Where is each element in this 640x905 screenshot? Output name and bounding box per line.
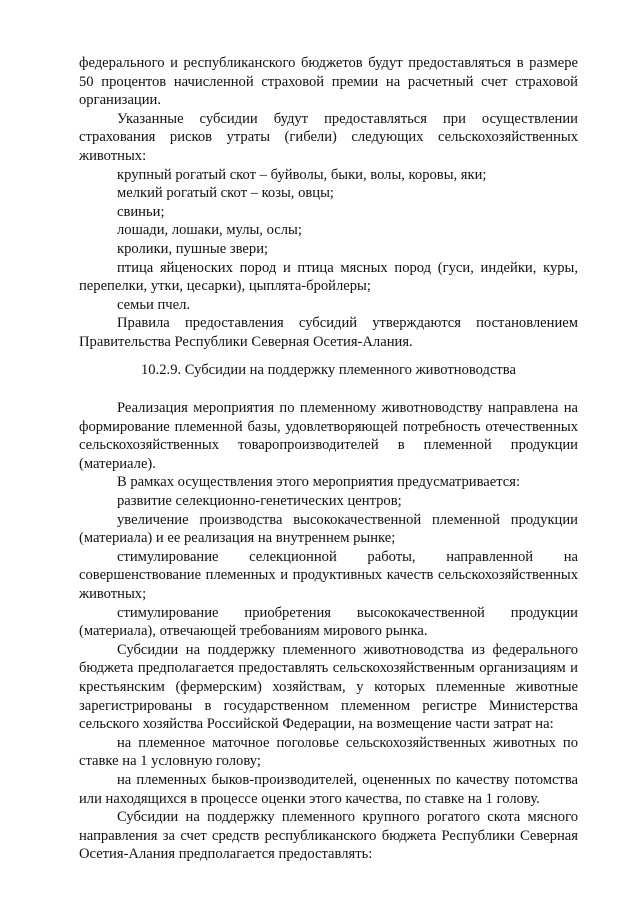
paragraph-federal-subsidies: Субсидии на поддержку племенного животноводства из федерального бюджета предполагается предоставлять сельскохозяйственным организациям и крестьянским (фермерским) хозяйствам, у которых племенные животные зарегистрированы в государственном племенном регистре Министерства сельского хозяйства Российской Федерации, на возмещение части затрат на: [79,641,578,733]
list-item-breeding-stock: на племенное маточное поголовье сельскохозяйственных животных по ставке на 1 условную голову; [79,734,578,770]
list-item-breeding-bulls: на племенных быков-производителей, оцененных по качеству потомства или находящихся в процессе оценки этого качества, по ставке на 1 голову. [79,771,578,807]
list-item-poultry: птица яйценоских пород и птица мясных пород (гуси, индейки, куры, перепелки, утки, цесарки), цыплята-бройлеры; [79,259,578,295]
list-item-rabbits: кролики, пушные звери; [117,240,269,257]
list-item-small-cattle: мелкий рогатый скот – козы, овцы; [117,185,334,202]
list-item-purchase-incentive: стимулирование приобретения высококачественной продукции (материала), отвечающей требованиям мирового рынка. [79,604,578,640]
paragraph-implementation: Реализация мероприятия по племенному животноводству направлена на формирование племенной базы, удовлетворяющей потребность отечественных сельскохозяйственных товаропроизводителей в племенной продукции (материале). [79,400,578,472]
list-item-pigs: свиньи; [117,203,165,220]
list-item-selection-work: стимулирование селекционной работы, направленной на совершенствование племенных и продуктивных качеств сельскохозяйственных животных; [79,548,578,603]
paragraph-continuation: федерального и республиканского бюджетов будут предоставляться в размере 50 процентов начисленной страховой премии на расчетный счет страховой организации. [79,55,578,109]
paragraph-subsidies-insurance: Указанные субсидии будут предоставляться при осуществлении страхования рисков утраты (гибели) следующих сельскохозяйственных животных: [79,110,578,164]
paragraph-beef-cattle: Субсидии на поддержку племенного крупного рогатого скота мясного направления за счет средств республиканского бюджета Республики Северная Осетия-Алания предполагается предоставлять: [79,809,578,863]
list-item-horses: лошади, лошаки, мулы, ослы; [117,222,302,239]
document-page [79,54,578,864]
paragraph-framework: В рамках осуществления этого мероприятия предусматривается: [117,474,521,491]
list-item-production-increase: увеличение производства высококачественной племенной продукции (материала) и ее реализация на внутреннем рынке; [79,511,578,547]
paragraph-rules: Правила предоставления субсидий утверждаются постановлением Правительства Республики Северная Осетия-Алания. [79,315,578,350]
section-heading: 10.2.9. Субсидии на поддержку племенного животноводства [141,361,516,378]
list-item-genetic-centers: развитие селекционно-генетических центров; [117,493,402,510]
list-item-cattle: крупный рогатый скот – буйволы, быки, волы, коровы, яки; [117,166,487,183]
list-item-bees: семьи пчел. [117,296,191,313]
